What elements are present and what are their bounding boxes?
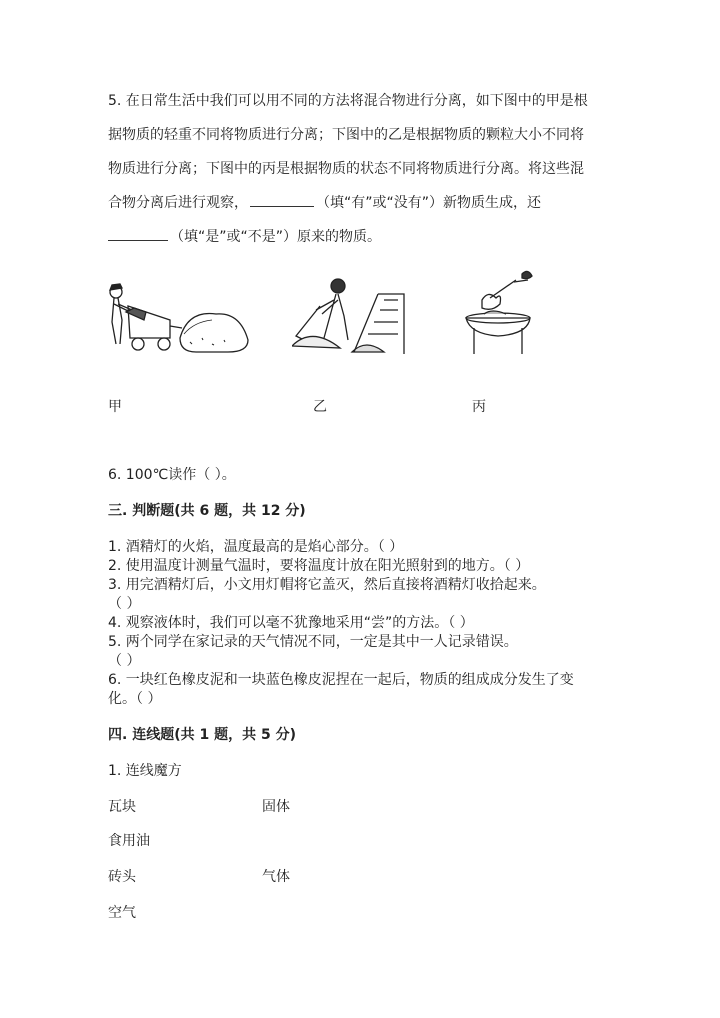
sieve-shoveling-icon xyxy=(292,276,408,358)
section-3-title: 三. 判断题(共 6 题，共 12 分) xyxy=(108,503,306,519)
judge-item-4: 4. 观察液体时，我们可以毫不犹豫地采用“尝”的方法。（ ） xyxy=(108,615,474,631)
winnowing-cart-icon xyxy=(108,282,258,360)
match-left-item[interactable]: 空气 xyxy=(108,905,136,921)
match-left-item[interactable]: 瓦块 xyxy=(108,799,136,815)
q5-line-4-post: （填“有”或“没有”）新物质生成，还 xyxy=(316,195,542,211)
judge-item-6: 6. 一块红色橡皮泥和一块蓝色橡皮泥捏在一起后，物质的组成成分发生了变 xyxy=(108,672,574,688)
illustration-bing xyxy=(462,268,542,360)
answer-blank-1[interactable] xyxy=(250,194,314,207)
section-4-title: 四. 连线题(共 1 题，共 5 分) xyxy=(108,727,296,743)
question-6: 6. 100℃读作（ ）。 xyxy=(108,467,236,483)
q5-line-1: 5. 在日常生活中我们可以用不同的方法将混合物进行分离，如下图中的甲是根 xyxy=(108,93,588,109)
match-right-item[interactable]: 气体 xyxy=(262,869,290,885)
match-left-item[interactable]: 砖头 xyxy=(108,869,136,885)
judge-item-3: 3. 用完酒精灯后，小文用灯帽将它盖灭，然后直接将酒精灯收拾起来。 xyxy=(108,577,546,593)
illustration-jia xyxy=(108,282,258,360)
illustration-yi xyxy=(292,276,408,358)
judge-item-3-paren: （ ） xyxy=(108,596,141,612)
judge-item-2: 2. 使用温度计测量气温时，要将温度计放在阳光照射到的地方。（ ） xyxy=(108,558,530,574)
match-right-item[interactable]: 固体 xyxy=(262,799,290,815)
question-5 xyxy=(108,84,608,254)
q5-line-5-post: （填“是”或“不是”）原来的物质。 xyxy=(170,229,382,245)
judge-item-5: 5. 两个同学在家记录的天气情况不同，一定是其中一人记录错误。 xyxy=(108,634,518,650)
judge-item-5-paren: （ ） xyxy=(108,653,141,669)
answer-blank-2[interactable] xyxy=(108,228,168,241)
q5-line-2: 据物质的轻重不同将物质进行分离；下图中的乙是根据物质的颗粒大小不同将 xyxy=(108,127,584,143)
q5-line-4-pre: 合物分离后进行观察， xyxy=(108,195,248,211)
q5-line-3: 物质进行分离；下图中的丙是根据物质的状态不同将物质进行分离。将这些混 xyxy=(108,161,584,177)
q5-line-5 xyxy=(108,220,608,254)
q5-line-4 xyxy=(108,186,608,220)
evaporation-dish-icon xyxy=(462,268,542,360)
match-left-item[interactable]: 食用油 xyxy=(108,833,150,849)
label-jia: 甲 xyxy=(108,399,122,415)
label-yi: 乙 xyxy=(313,399,327,415)
judge-item-1: 1. 酒精灯的火焰，温度最高的是焰心部分。（ ） xyxy=(108,539,404,555)
judge-item-6-cont: 化。（ ） xyxy=(108,691,162,707)
matching-question: 1. 连线魔方 xyxy=(108,763,182,779)
label-bing: 丙 xyxy=(472,399,486,415)
